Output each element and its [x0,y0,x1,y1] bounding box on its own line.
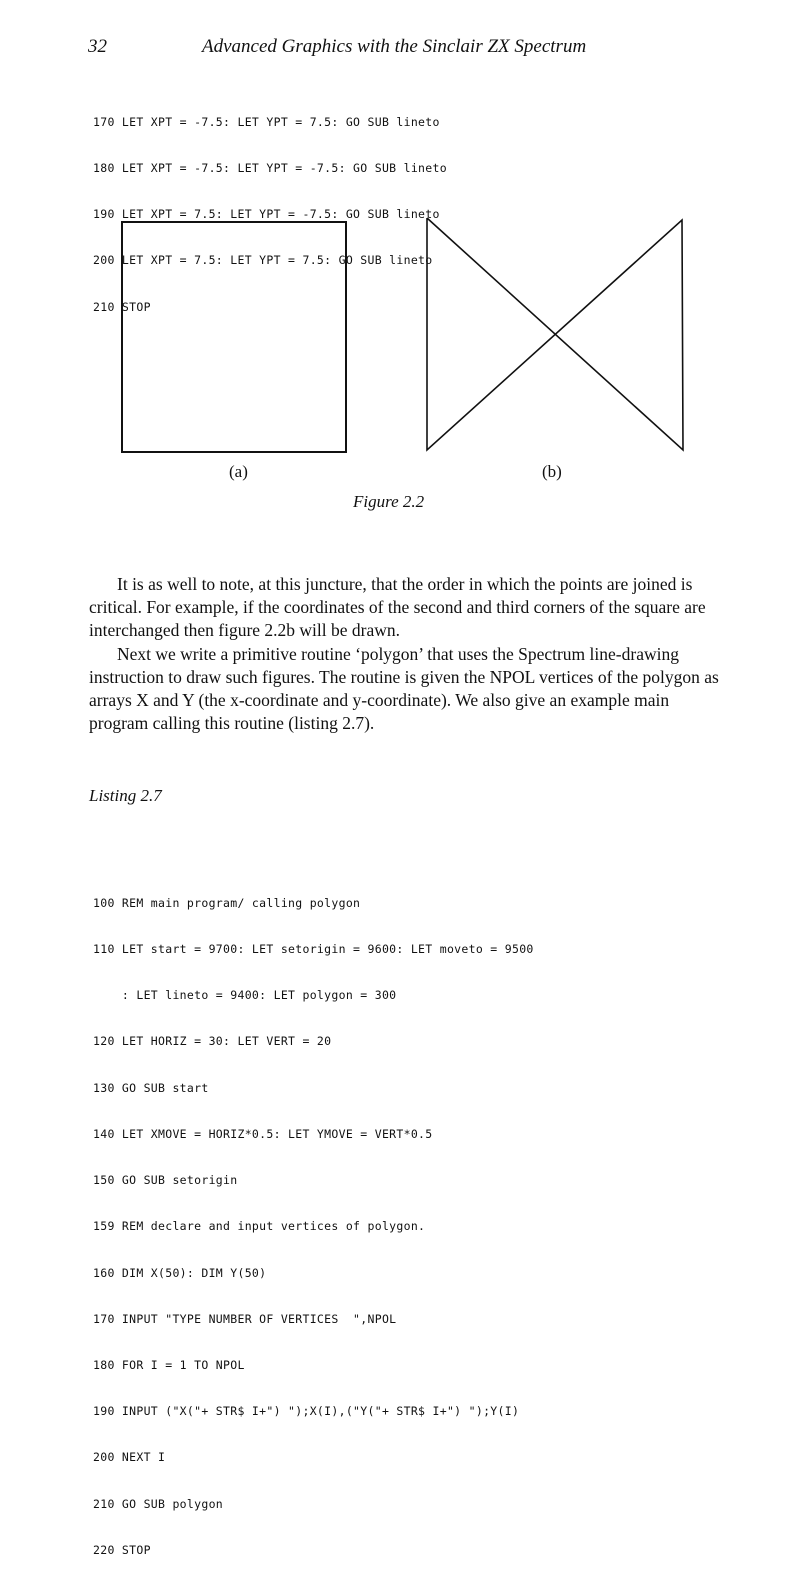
code-line: 210 STOP [93,299,151,314]
code-line: 170 LET XPT = -7.5: LET YPT = 7.5: GO SUB lineto [93,114,440,129]
figure-drawings [120,214,690,474]
code-line: 200 NEXT I [93,1450,166,1465]
code-line: 100 REM main program/ calling polygon [93,895,361,910]
figure-title: Figure 2.2 [353,492,425,511]
bowtie-figure-b [427,218,683,450]
body-text [89,573,719,735]
code-line: 120 LET HORIZ = 30: LET VERT = 20 [93,1034,332,1049]
code-line: 190 INPUT ("X("+ STR$ I+") ");X(I),("Y("+ STR$ I+") ");Y(I) [93,1404,520,1419]
caption-b: (b) [542,462,562,481]
paragraph: It is as well to note, at this juncture, that the order in which the points are joined is critical. For example, if the coordinates of the second and third corners of the square are interchanged then figure 2.2b will be drawn. [89,574,706,641]
code-line: 160 DIM X(50): DIM Y(50) [93,1265,267,1280]
code-listing-2-7 [93,865,534,1574]
page-number: 32 [88,36,107,57]
page-header [88,36,688,60]
code-line: 170 INPUT "TYPE NUMBER OF VERTICES ",NPOL [93,1311,397,1326]
code-line: 180 FOR I = 1 TO NPOL [93,1358,245,1372]
code-line: 180 LET XPT = -7.5: LET YPT = -7.5: GO SUB lineto [93,161,447,176]
caption-a: (a) [229,462,248,481]
figure-2-2 [120,214,690,474]
paragraph: Next we write a primitive routine ‘polygon’ that uses the Spectrum line-drawing instruction to draw such figures. The routine is given the NPOL vertices of the polygon as arrays X and Y (the x-coordinate and y-coordinate). We also give an example main program calling this routine (listing 2.7). [89,643,719,734]
code-line: 159 REM declare and input vertices of polygon. [93,1219,426,1234]
square-figure-a [122,222,346,452]
code-line: 130 GO SUB start [93,1080,209,1095]
code-line: : LET lineto = 9400: LET polygon = 300 [93,988,397,1003]
code-line: 210 GO SUB polygon [93,1496,224,1511]
code-line: 140 LET XMOVE = HORIZ*0.5: LET YMOVE = VERT*0.5 [93,1126,433,1141]
code-line: 200 LET XPT = 7.5: LET YPT = 7.5: GO SUB lineto [93,253,433,268]
code-line: 110 LET start = 9700: LET setorigin = 9600: LET moveto = 9500 [93,942,534,957]
running-title: Advanced Graphics with the Sinclair ZX Spectrum [202,36,587,57]
listing-title: Listing 2.7 [89,786,162,805]
code-line: 150 GO SUB setorigin [93,1173,238,1188]
code-line: 190 LET XPT = 7.5: LET YPT = -7.5: GO SUB lineto [93,207,440,222]
code-line: 220 STOP [93,1542,151,1557]
